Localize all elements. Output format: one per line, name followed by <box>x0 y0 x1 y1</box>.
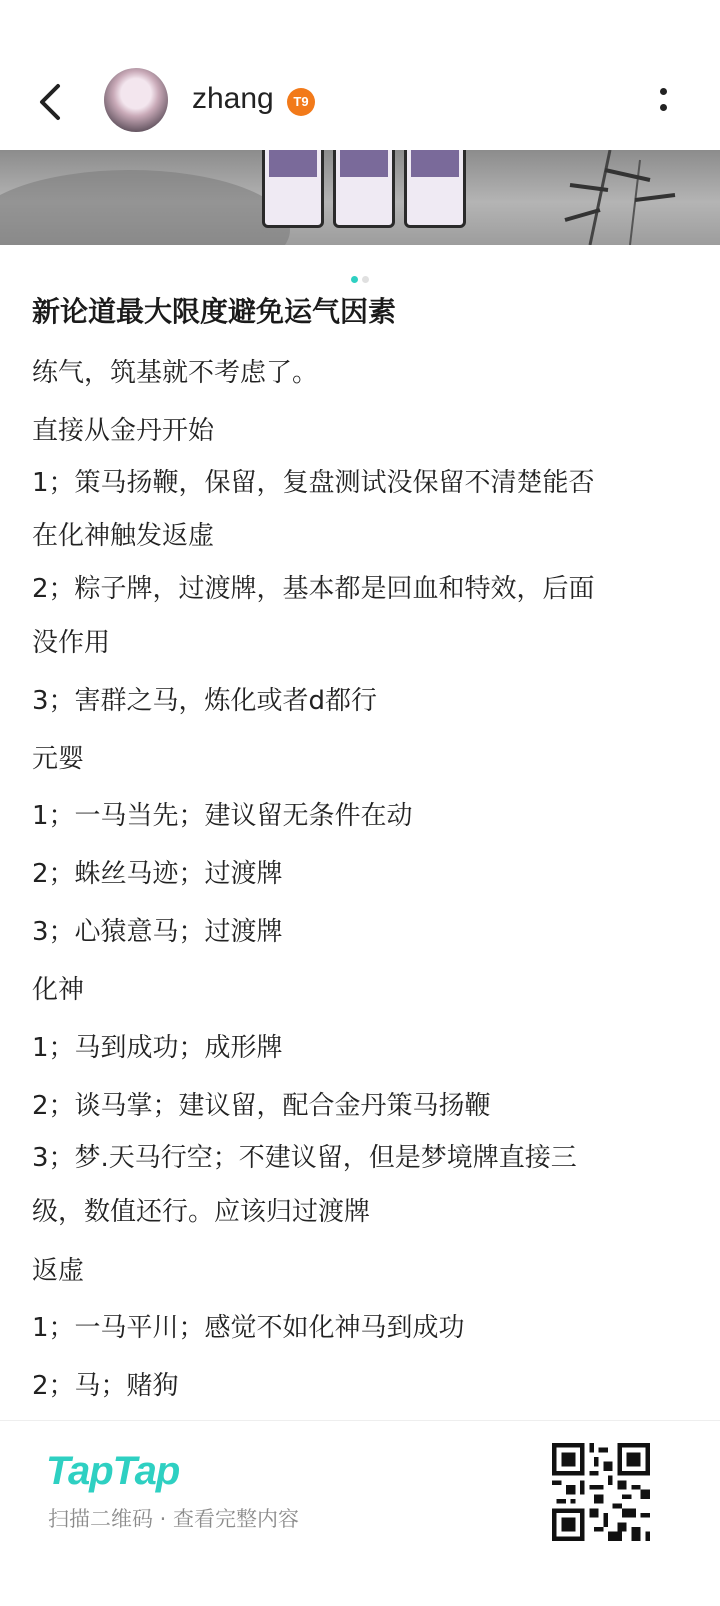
post-line: 1；一马平川；感觉不如化神马到成功 <box>32 1313 465 1343</box>
post-line: 3；心猿意马；过渡牌 <box>32 917 283 947</box>
level-badge: T9 <box>287 88 315 116</box>
post-line: 1；一马当先；建议留无条件在动 <box>32 801 413 831</box>
post-line: 元婴 <box>32 744 85 774</box>
post-line: 3；梦.天马行空；不建议留，但是梦境牌直接三 <box>32 1143 577 1173</box>
qr-code-icon <box>552 1443 650 1541</box>
more-options-icon[interactable] <box>660 88 670 118</box>
post-line: 返虚 <box>32 1256 85 1286</box>
card-image <box>262 150 324 228</box>
banner-image[interactable] <box>0 150 720 245</box>
scan-tip: 扫描二维码 · 查看完整内容 <box>48 1507 300 1531</box>
post-line: 2；粽子牌，过渡牌，基本都是回血和特效，后面 <box>32 574 595 604</box>
username[interactable]: zhang <box>192 82 274 115</box>
post-line: 2；蛛丝马迹；过渡牌 <box>32 859 283 889</box>
post-line: 没作用 <box>32 628 111 658</box>
post-line: 级，数值还行。应该归过渡牌 <box>32 1197 371 1227</box>
post-line: 直接从金丹开始 <box>32 416 215 446</box>
post-title: 新论道最大限度避免运气因素 <box>32 295 397 328</box>
post-line: 2；马；赌狗 <box>32 1371 179 1401</box>
back-arrow-icon[interactable] <box>34 82 70 122</box>
pager-dot[interactable] <box>362 276 369 283</box>
post-line: 2；谈马掌；建议留，配合金丹策马扬鞭 <box>32 1091 491 1121</box>
image-pager <box>0 268 720 287</box>
post-line: 在化神触发返虚 <box>32 521 215 551</box>
post-line: 1；马到成功；成形牌 <box>32 1033 283 1063</box>
ink-decoration <box>0 170 290 245</box>
post-line: 3；害群之马，炼化或者d都行 <box>32 686 378 716</box>
bamboo-icon <box>560 150 680 245</box>
card-image <box>404 150 466 228</box>
post-header <box>0 60 720 150</box>
avatar[interactable] <box>104 68 168 132</box>
pager-dot-active[interactable] <box>351 276 358 283</box>
card-image <box>333 150 395 228</box>
share-footer <box>0 1420 720 1606</box>
post-line: 练气，筑基就不考虑了。 <box>32 358 319 388</box>
post-line: 1；策马扬鞭，保留，复盘测试没保留不清楚能否 <box>32 468 595 498</box>
post-line: 化神 <box>32 975 85 1005</box>
taptap-logo: TapTap <box>46 1449 180 1493</box>
